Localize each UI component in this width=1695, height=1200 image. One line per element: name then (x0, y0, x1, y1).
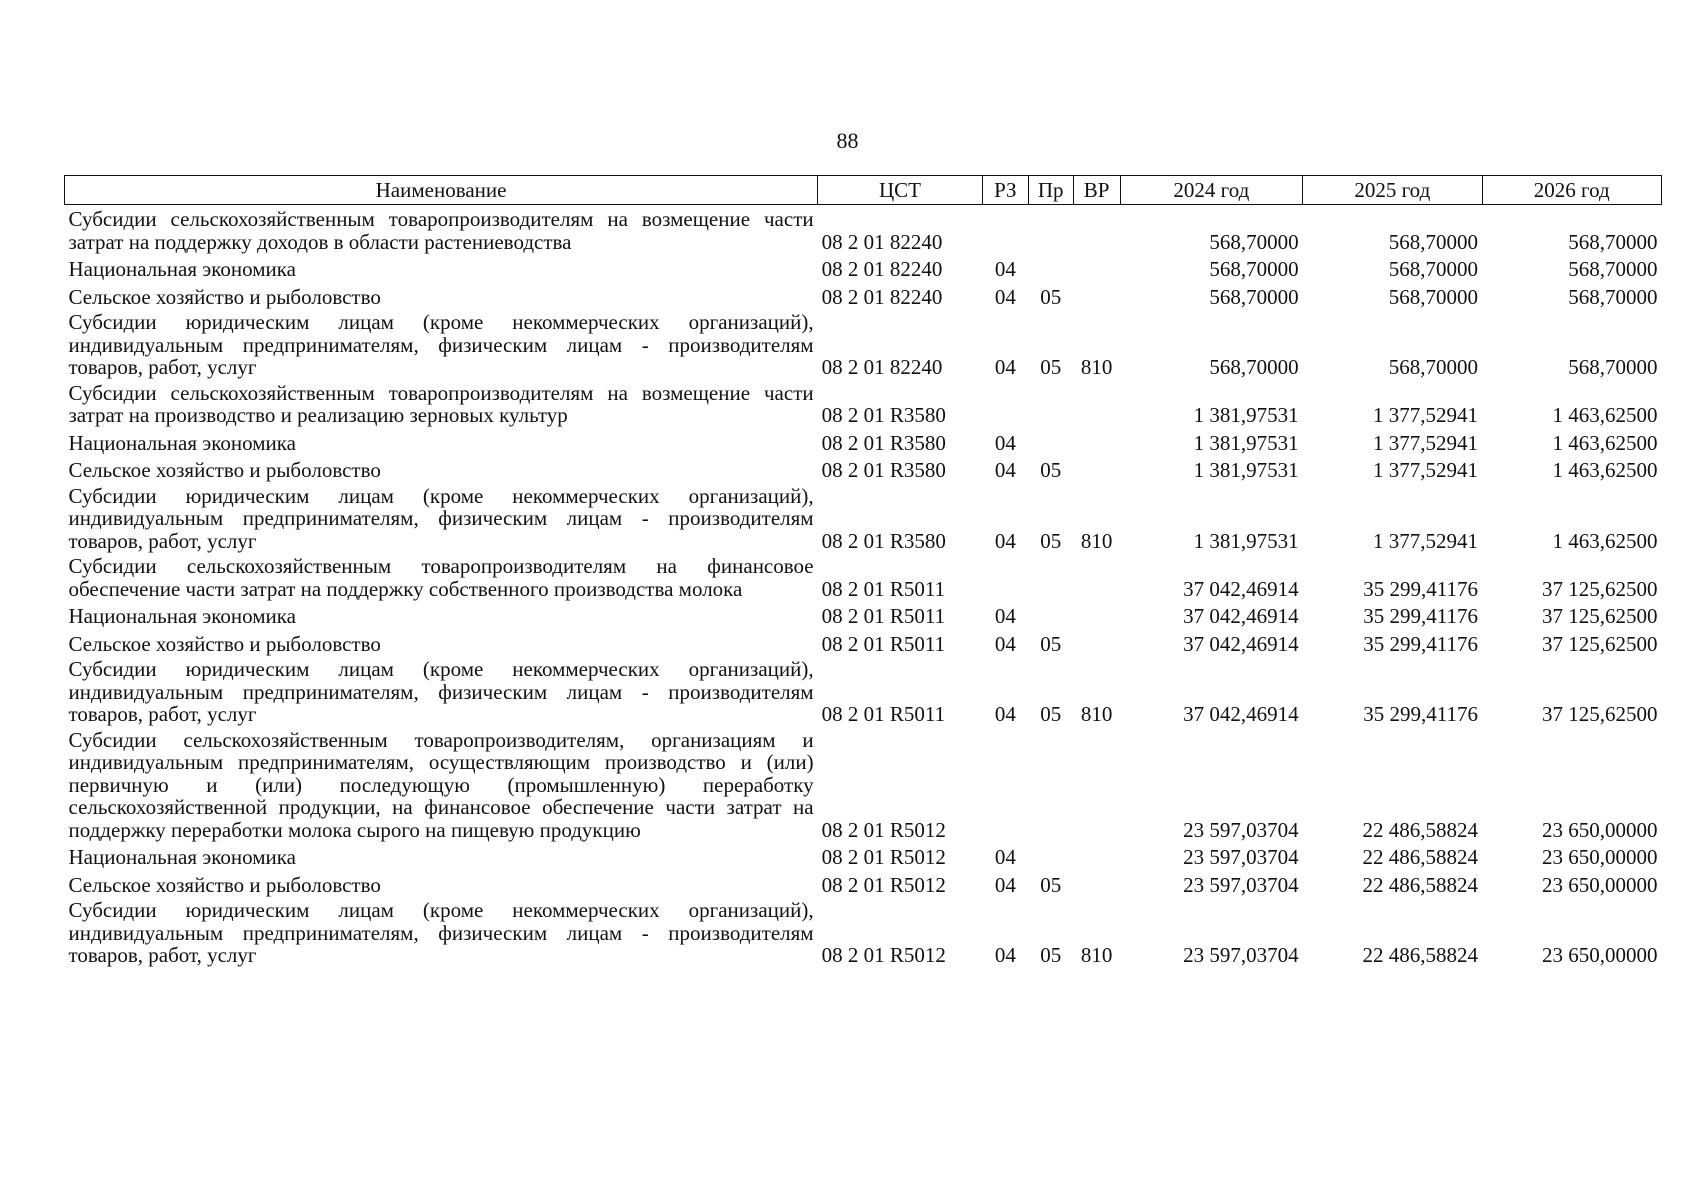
table-row (65, 726, 1662, 842)
table-row (65, 427, 1662, 455)
cell-y2024: 23 597,03704 (1183, 943, 1299, 967)
row-name-text: Национальная экономика (68, 604, 296, 628)
cell-y2024: 37 042,46914 (1183, 576, 1299, 601)
cell-vr (1073, 379, 1120, 427)
row-name-text: Субсидии юридическим лицам (кроме некоммерческих организаций), индивидуальным предпринимателям, физическим лицам - производителям товаров, работ, услуг (68, 898, 814, 967)
cell-name (65, 896, 818, 967)
cell-name (65, 379, 818, 427)
cell-y2024: 1 381,97531 (1193, 430, 1299, 455)
cell-pr (1028, 600, 1073, 628)
cell-y2024: 23 597,03704 (1183, 872, 1299, 897)
cell-name (65, 841, 818, 869)
header-rz: РЗ (982, 176, 1028, 205)
cell-vr (1073, 205, 1120, 254)
cell-pr: 05 (1040, 631, 1062, 656)
row-name-text: Сельское хозяйство и рыболовство (68, 284, 381, 309)
row-name-text: Национальная экономика (68, 845, 296, 869)
cell-code: 08 2 01 R5012 (821, 872, 946, 897)
header-vr: ВР (1073, 176, 1120, 205)
cell-vr (1073, 552, 1120, 600)
cell-pr: 05 (1040, 355, 1062, 379)
row-name-text: Национальная экономика (68, 430, 296, 455)
cell-rz (982, 379, 1028, 427)
cell-name (65, 454, 818, 482)
cell-y2026: 568,70000 (1568, 284, 1658, 309)
row-name-text: Сельское хозяйство и рыболовство (68, 458, 381, 482)
cell-y2024: 23 597,03704 (1183, 845, 1299, 869)
cell-pr (1028, 841, 1073, 869)
cell-y2025: 22 486,58824 (1362, 817, 1479, 842)
cell-y2024: 37 042,46914 (1183, 604, 1299, 628)
cell-y2025: 22 486,58824 (1362, 943, 1479, 967)
cell-name (65, 552, 818, 600)
cell-rz: 04 (994, 845, 1016, 869)
cell-y2026: 1 463,62500 (1552, 403, 1658, 427)
cell-code: 08 2 01 R5012 (821, 845, 946, 869)
table-row (65, 655, 1662, 726)
header-pr: Пр (1028, 176, 1073, 205)
cell-name (65, 600, 818, 628)
cell-name (65, 655, 818, 726)
cell-name (65, 253, 818, 281)
cell-y2024: 37 042,46914 (1183, 702, 1299, 726)
cell-y2026: 568,70000 (1568, 355, 1658, 379)
cell-vr: 810 (1080, 528, 1113, 553)
cell-y2026: 1 463,62500 (1552, 528, 1658, 553)
cell-y2024: 1 381,97531 (1193, 458, 1299, 482)
cell-y2025: 35 299,41176 (1363, 576, 1479, 601)
cell-name (65, 869, 818, 897)
cell-y2024: 568,70000 (1209, 229, 1299, 254)
cell-y2025: 35 299,41176 (1363, 702, 1479, 726)
cell-pr: 05 (1040, 284, 1062, 309)
cell-pr (1028, 379, 1073, 427)
cell-name (65, 482, 818, 553)
cell-code: 08 2 01 R5012 (821, 943, 946, 967)
cell-vr (1073, 427, 1120, 455)
cell-code: 08 2 01 82240 (821, 257, 943, 281)
cell-y2026: 1 463,62500 (1552, 458, 1658, 482)
table-row (65, 869, 1662, 897)
cell-y2025: 568,70000 (1388, 257, 1479, 281)
cell-y2024: 23 597,03704 (1183, 817, 1299, 842)
cell-code: 08 2 01 R5011 (821, 702, 946, 726)
cell-code: 08 2 01 82240 (821, 284, 943, 309)
cell-rz: 04 (994, 702, 1016, 726)
cell-y2025: 1 377,52941 (1373, 403, 1479, 427)
cell-y2026: 37 125,62500 (1542, 631, 1658, 656)
cell-y2025: 22 486,58824 (1362, 845, 1479, 869)
row-name-text: Национальная экономика (68, 257, 296, 281)
cell-y2024: 1 381,97531 (1193, 403, 1299, 427)
cell-vr (1073, 628, 1120, 656)
cell-vr (1073, 253, 1120, 281)
cell-code: 08 2 01 R3580 (821, 430, 946, 455)
cell-y2026: 568,70000 (1568, 257, 1658, 281)
cell-pr: 05 (1040, 943, 1062, 967)
cell-y2025: 35 299,41176 (1363, 631, 1479, 656)
cell-y2025: 1 377,52941 (1373, 528, 1479, 553)
row-name-text: Субсидии сельскохозяйственным товаропроизводителям на возмещение части затрат на производство и реализацию зерновых культур (68, 380, 814, 427)
table-row (65, 600, 1662, 628)
cell-pr: 05 (1040, 458, 1062, 482)
cell-y2024: 37 042,46914 (1183, 631, 1299, 656)
cell-rz (982, 205, 1028, 254)
cell-y2024: 568,70000 (1209, 257, 1299, 281)
header-row (65, 176, 1662, 205)
row-name-text: Субсидии юридическим лицам (кроме некоммерческих организаций), индивидуальным предпринимателям, физическим лицам - производителям товаров, работ, услуг (68, 310, 814, 379)
cell-pr (1028, 726, 1073, 842)
table-row (65, 628, 1662, 656)
cell-pr: 05 (1040, 702, 1062, 726)
cell-pr (1028, 552, 1073, 600)
cell-y2025: 568,70000 (1388, 355, 1479, 379)
cell-y2025: 568,70000 (1388, 284, 1479, 309)
cell-rz (982, 552, 1028, 600)
cell-y2024: 568,70000 (1209, 355, 1299, 379)
cell-y2025: 22 486,58824 (1362, 872, 1479, 897)
cell-rz: 04 (994, 604, 1016, 628)
cell-rz: 04 (994, 943, 1016, 967)
cell-pr (1028, 253, 1073, 281)
row-name-text: Субсидии юридическим лицам (кроме некоммерческих организаций), индивидуальным предпринимателям, физическим лицам - производителям товаров, работ, услуг (68, 657, 814, 726)
cell-name (65, 726, 818, 842)
table-row (65, 552, 1662, 600)
cell-vr (1073, 869, 1120, 897)
cell-rz: 04 (994, 631, 1016, 656)
cell-vr: 810 (1080, 355, 1113, 379)
cell-y2025: 35 299,41176 (1363, 604, 1479, 628)
cell-rz: 04 (994, 284, 1016, 309)
cell-y2024: 568,70000 (1209, 284, 1299, 309)
cell-y2026: 37 125,62500 (1542, 604, 1658, 628)
header-2024: 2024 год (1120, 176, 1303, 205)
cell-y2025: 1 377,52941 (1373, 430, 1479, 455)
table-row (65, 454, 1662, 482)
cell-y2026: 37 125,62500 (1542, 576, 1658, 601)
row-name-text: Сельское хозяйство и рыболовство (68, 631, 381, 656)
cell-y2026: 23 650,00000 (1542, 943, 1658, 967)
cell-code: 08 2 01 82240 (821, 355, 943, 379)
cell-vr (1073, 841, 1120, 869)
header-2026: 2026 год (1482, 176, 1661, 205)
cell-pr: 05 (1040, 872, 1062, 897)
cell-code: 08 2 01 R5012 (821, 817, 946, 842)
header-code: ЦСТ (818, 176, 983, 205)
cell-pr: 05 (1040, 528, 1062, 553)
cell-name (65, 308, 818, 379)
table-row (65, 379, 1662, 427)
table-row (65, 253, 1662, 281)
row-name-text: Субсидии сельскохозяйственным товаропроизводителям на финансовое обеспечение части затрат на поддержку собственного производства молока (68, 554, 814, 601)
cell-name (65, 281, 818, 309)
cell-rz: 04 (994, 257, 1016, 281)
cell-code: 08 2 01 R3580 (821, 458, 946, 482)
cell-pr (1028, 205, 1073, 254)
cell-y2024: 1 381,97531 (1193, 528, 1299, 553)
row-name-text: Субсидии сельскохозяйственным товаропроизводителям, организациям и индивидуальным предпринимателям, осуществляющим производство и (или) первичную и (или) последующую (промышленную) переработку сельскохозяйственной продукции, на финансовое обеспечение части затрат на поддержку переработки молока сырого на пищевую продукцию (68, 727, 814, 842)
cell-vr: 810 (1080, 943, 1113, 967)
table-row (65, 308, 1662, 379)
table-body (65, 205, 1662, 967)
table-row (65, 841, 1662, 869)
page-number: 88 (836, 128, 859, 153)
cell-y2026: 23 650,00000 (1542, 845, 1658, 869)
cell-rz: 04 (994, 355, 1016, 379)
cell-code: 08 2 01 R5011 (821, 604, 946, 628)
cell-y2026: 1 463,62500 (1552, 430, 1658, 455)
cell-code: 08 2 01 R5011 (821, 576, 946, 601)
cell-vr (1073, 726, 1120, 842)
row-name-text: Субсидии юридическим лицам (кроме некоммерческих организаций), индивидуальным предпринимателям, физическим лицам - производителям товаров, работ, услуг (68, 483, 814, 553)
table-row (65, 482, 1662, 553)
cell-vr (1073, 600, 1120, 628)
cell-vr (1073, 281, 1120, 309)
cell-y2026: 37 125,62500 (1542, 702, 1658, 726)
table-row (65, 896, 1662, 967)
cell-y2026: 568,70000 (1568, 229, 1658, 254)
cell-code: 08 2 01 82240 (821, 229, 943, 254)
cell-rz: 04 (994, 430, 1016, 455)
cell-name (65, 427, 818, 455)
cell-rz (982, 726, 1028, 842)
cell-y2026: 23 650,00000 (1542, 872, 1658, 897)
table-row (65, 281, 1662, 309)
cell-code: 08 2 01 R3580 (821, 528, 946, 553)
cell-rz: 04 (994, 872, 1016, 897)
cell-rz: 04 (994, 458, 1016, 482)
cell-y2026: 23 650,00000 (1542, 817, 1658, 842)
cell-name (65, 628, 818, 656)
header-2025: 2025 год (1303, 176, 1482, 205)
cell-y2025: 568,70000 (1388, 229, 1479, 254)
cell-pr (1028, 427, 1073, 455)
table-row (65, 205, 1662, 254)
cell-code: 08 2 01 R3580 (821, 403, 946, 427)
cell-vr: 810 (1080, 702, 1113, 726)
header-name: Наименование (65, 176, 818, 205)
budget-table (64, 175, 1662, 967)
row-name-text: Субсидии сельскохозяйственным товаропроизводителям на возмещение части затрат на поддержку доходов в области растениеводства (68, 207, 814, 254)
cell-vr (1073, 454, 1120, 482)
cell-y2025: 1 377,52941 (1373, 458, 1479, 482)
cell-rz: 04 (994, 528, 1016, 553)
cell-code: 08 2 01 R5011 (821, 631, 946, 656)
cell-name (65, 205, 818, 254)
row-name-text: Сельское хозяйство и рыболовство (68, 872, 381, 897)
